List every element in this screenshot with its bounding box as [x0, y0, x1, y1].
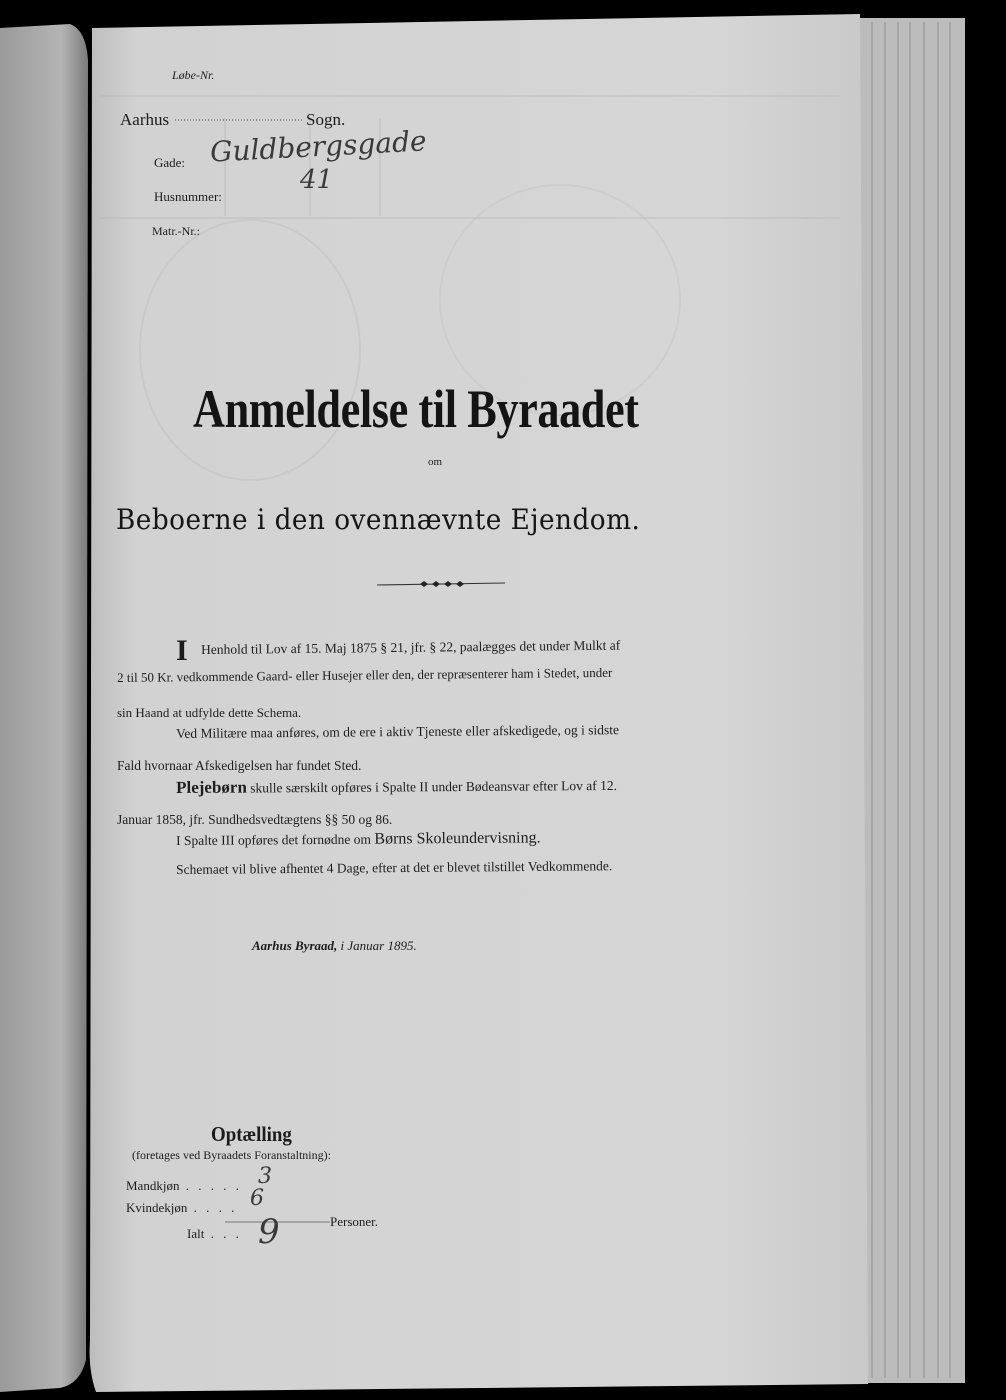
male-count-value: 3 [258, 1164, 272, 1189]
house-number-label: Husnummer: [154, 189, 222, 204]
matr-nr-label: Matr.-Nr.: [152, 224, 200, 238]
total-count-label: Ialt [187, 1226, 205, 1241]
paragraph-3-line-1 [176, 775, 617, 798]
count-title: Optælling [211, 1122, 292, 1146]
street-handwritten-value: Guldbergsgade [209, 124, 428, 169]
house-number-handwritten-value: 41 [300, 165, 334, 195]
city-label: Aarhus [120, 110, 170, 129]
skoleundervisning-emphasis: Børns Skoleundervisning. [374, 829, 541, 848]
parish-label: Sogn. [306, 110, 346, 129]
total-count-row: Ialt . . . [187, 1226, 242, 1241]
total-count-value: 9 [258, 1212, 280, 1252]
document-subtitle: Beboerne i den ovennævnte Ejendom. [116, 503, 641, 536]
paragraph-1-line-2: 2 til 50 Kr. vedkommende Gaard- eller Husejer eller den, der repræsenterer ham i Stedet, under [117, 664, 613, 685]
document-title: Anmeldelse til Byraadet [193, 379, 639, 439]
paragraph-3-line-2: Januar 1858, jfr. Sundhedsvedtægtens §§ 50 og 86. [117, 812, 393, 827]
plejeborn-emphasis: Plejebørn [176, 777, 247, 797]
persons-label: Personer. [330, 1214, 379, 1229]
paragraph-2-line-2: Fald hvornaar Afskedigelsen har fundet Sted. [117, 758, 362, 773]
paragraph-5: Schemaet vil blive afhentet 4 Dage, efter at det er blevet tilstillet Vedkommende. [176, 858, 613, 877]
lobe-nr-label: Løbe-Nr. [172, 68, 215, 82]
female-count-row: Kvindekjøn . . . . [126, 1200, 238, 1215]
paragraph-initial: I [176, 634, 188, 667]
paragraph-4-start: I Spalte III opføres det fornødne om [176, 831, 372, 848]
male-count-row: Mandkjøn . . . . . [126, 1178, 242, 1193]
paragraph-1-line-3: sin Haand at udfylde dette Schema. [117, 705, 302, 720]
paragraph-4 [176, 829, 541, 850]
left-page-edge [0, 24, 88, 1392]
signature [252, 938, 417, 954]
paragraph-2-line-1: Ved Militære maa anføres, om de ere i aktiv Tjeneste eller afskedigede, og i sidste [176, 722, 619, 741]
title-connector-om: om [428, 456, 443, 468]
signature-org: Aarhus Byraad, [252, 938, 338, 953]
street-label: Gade: [154, 155, 186, 170]
paragraph-3-line-1-rest: skulle særskilt opføres i Spalte II under Bødeansvar efter Lov af 12. [250, 777, 617, 796]
female-count-value: 6 [250, 1186, 264, 1211]
signature-date: i Januar 1895. [340, 938, 417, 953]
female-count-label: Kvindekjøn [126, 1200, 188, 1215]
count-subtitle: (foretages ved Byraadets Foranstaltning): [132, 1148, 331, 1162]
paragraph-1-line-1: Henhold til Lov af 15. Maj 1875 § 21, jfr. § 22, paalægges det under Mulkt af [201, 637, 621, 657]
male-count-label: Mandkjøn [126, 1178, 180, 1193]
